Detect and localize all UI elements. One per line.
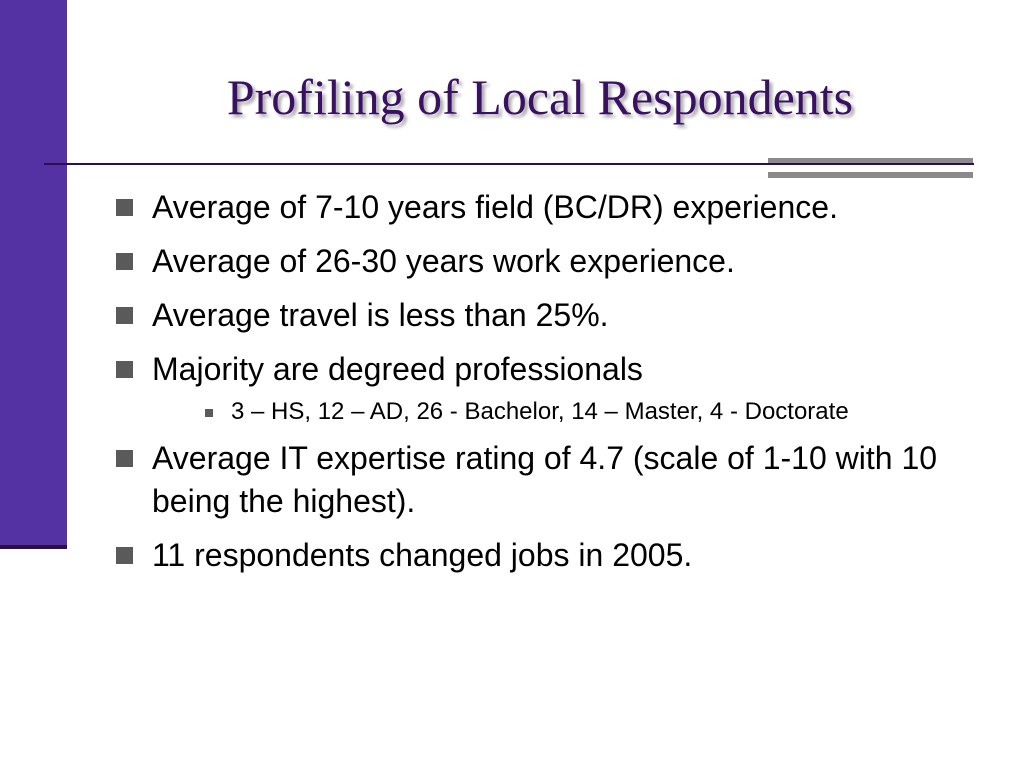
bullet-list <box>116 186 966 588</box>
title-rule-gray-bottom <box>768 172 973 178</box>
bullet-item <box>116 534 966 577</box>
square-bullet-icon <box>116 253 133 270</box>
small-square-bullet-icon <box>205 409 213 417</box>
bullet-item <box>116 348 966 391</box>
bullet-item <box>116 240 966 283</box>
sub-bullet-item <box>205 395 951 428</box>
square-bullet-icon <box>116 547 133 564</box>
bullet-text: Average travel is less than 25%. <box>152 297 609 333</box>
title-rule <box>44 163 974 165</box>
bullet-text: Majority are degreed professionals <box>152 351 643 387</box>
sub-bullet-text: 3 – HS, 12 – AD, 26 - Bachelor, 14 – Master, 4 - Doctorate <box>231 398 849 425</box>
square-bullet-icon <box>116 307 133 324</box>
left-accent-band-edge <box>0 545 67 549</box>
bullet-item <box>116 186 966 229</box>
bullet-text: 11 respondents changed jobs in 2005. <box>152 537 693 573</box>
bullet-item <box>116 294 966 337</box>
left-accent-band <box>0 0 67 545</box>
bullet-text: Average IT expertise rating of 4.7 (scale of 1-10 with 10 being the highest). <box>152 440 938 519</box>
bullet-text: Average of 26-30 years work experience. <box>152 243 735 279</box>
bullet-text: Average of 7-10 years field (BC/DR) experience. <box>152 189 838 225</box>
slide-title: Profiling of Local Respondents <box>226 69 854 125</box>
square-bullet-icon <box>116 361 133 378</box>
square-bullet-icon <box>116 199 133 216</box>
bullet-item <box>116 437 966 523</box>
square-bullet-icon <box>116 450 133 467</box>
